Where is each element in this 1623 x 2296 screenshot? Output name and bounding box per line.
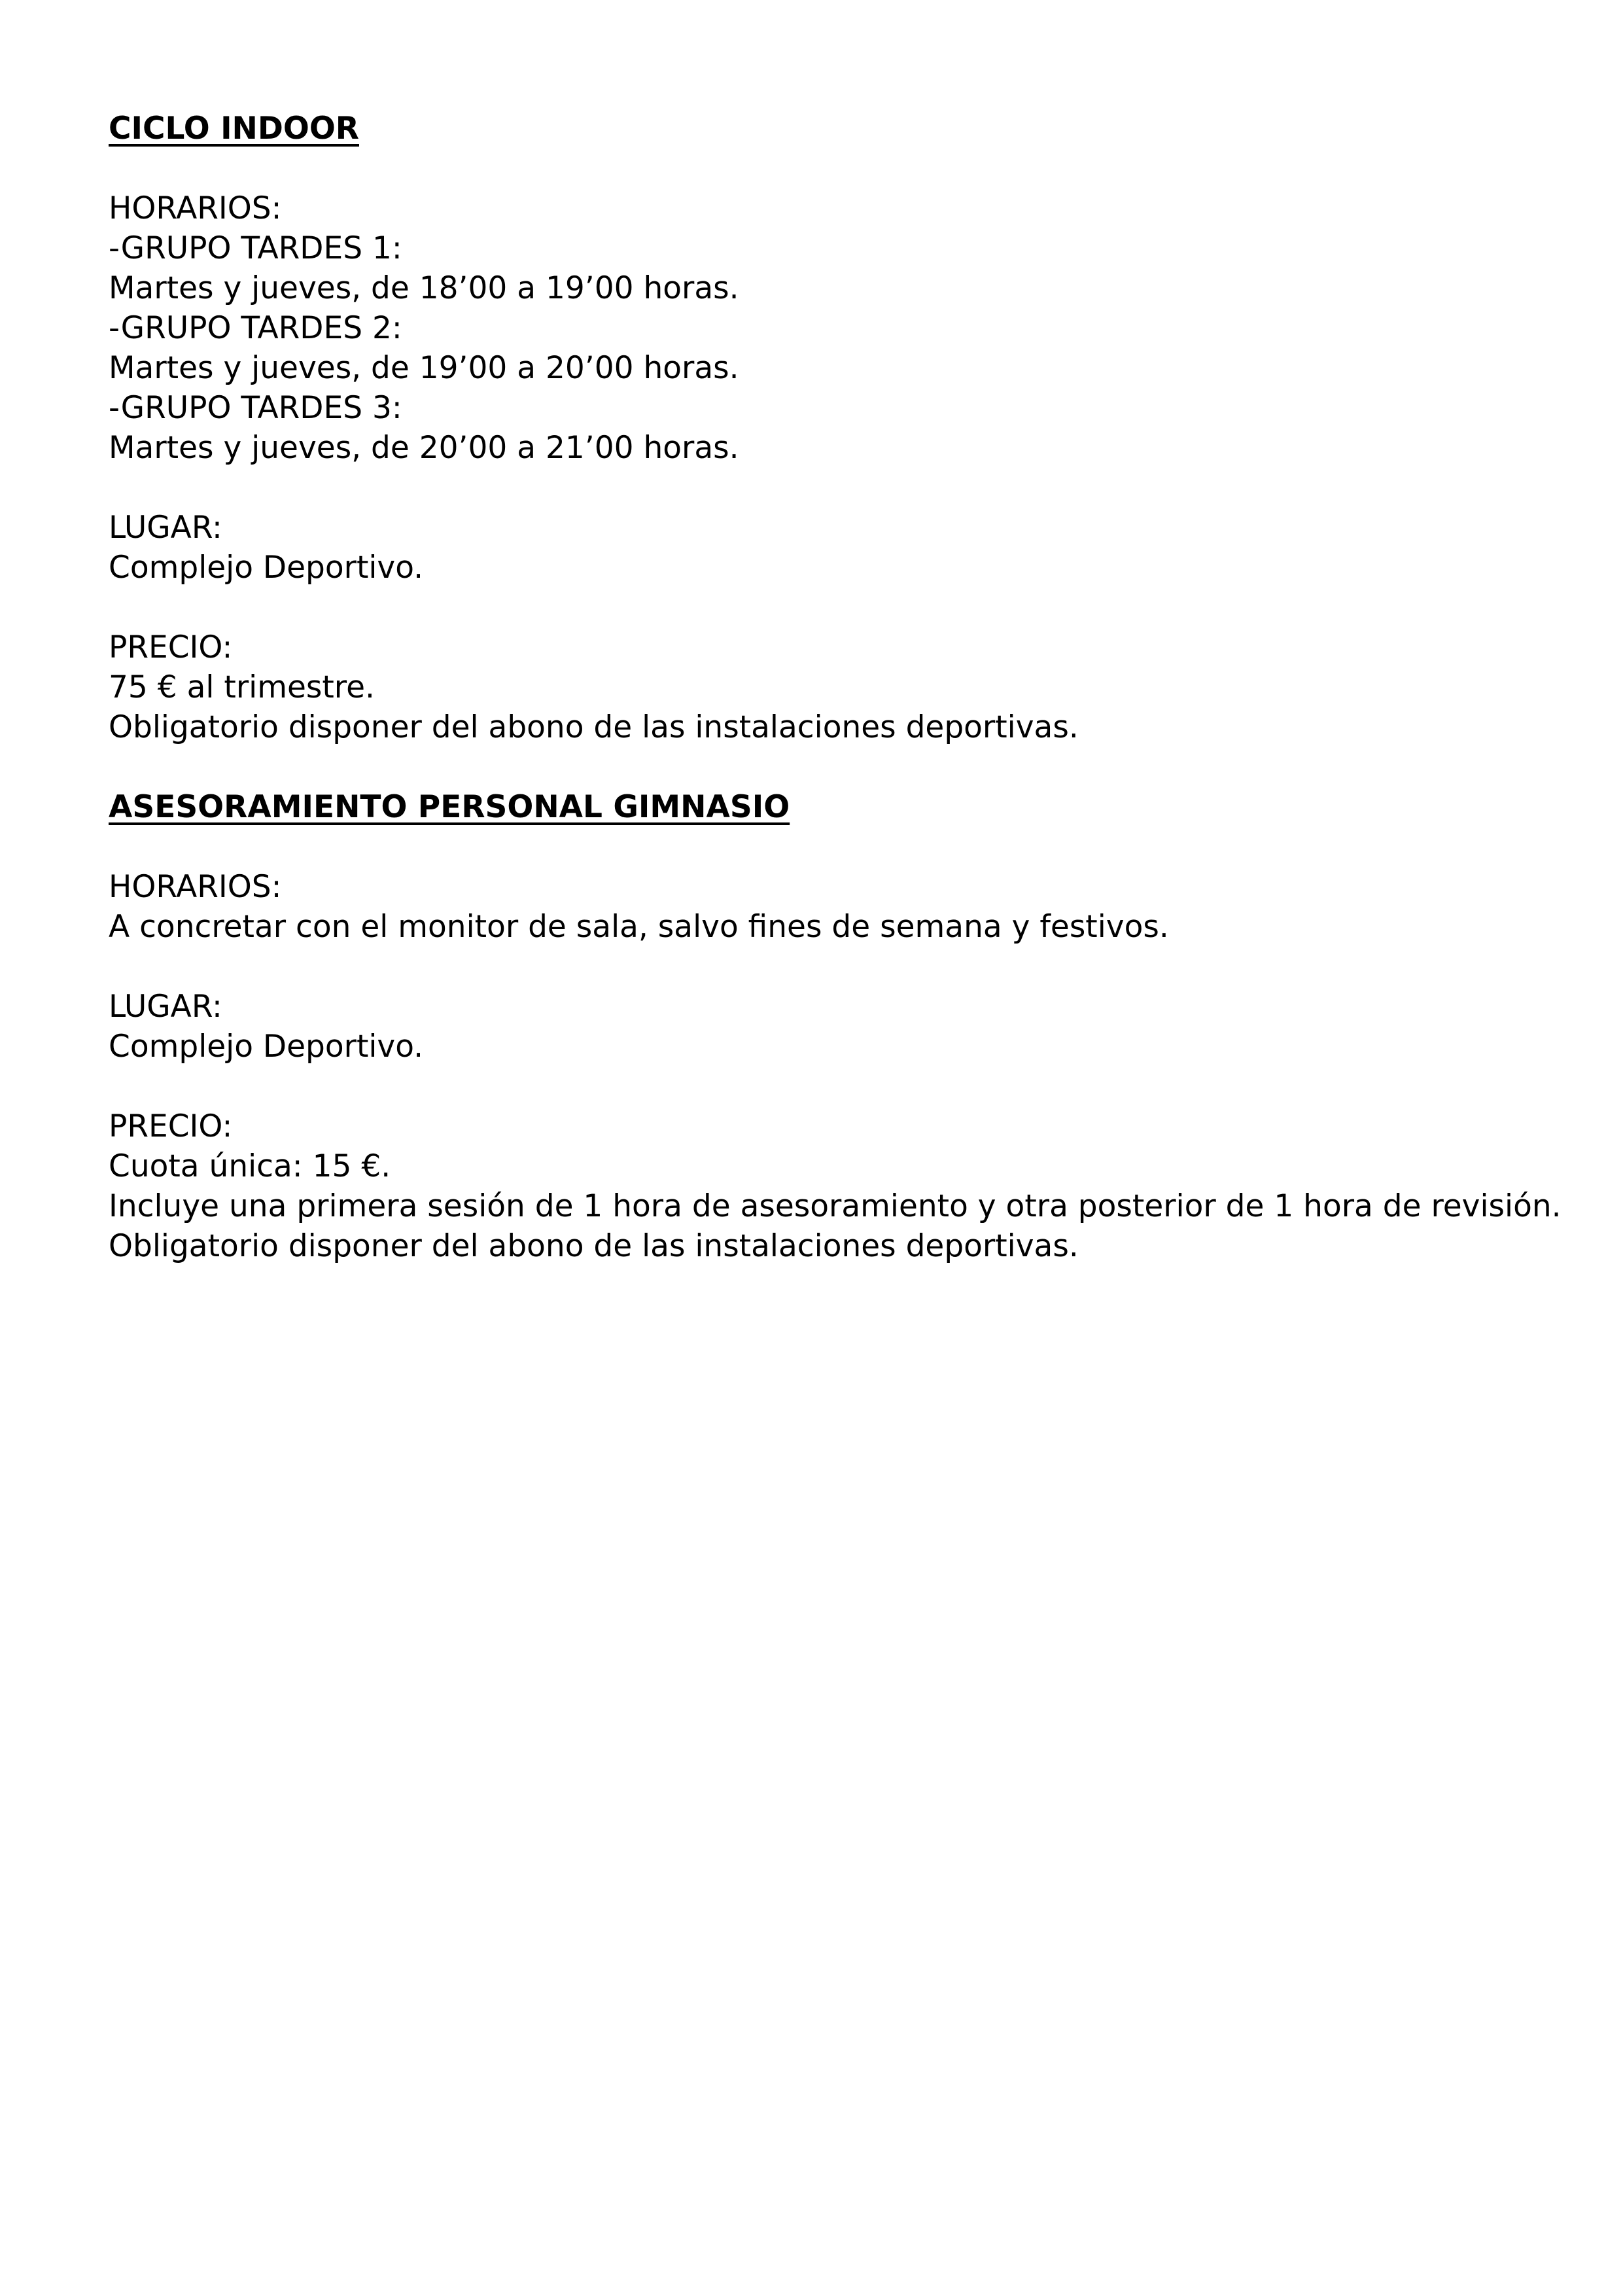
lugar-label: LUGAR: [109, 989, 222, 1025]
precio-line: 75 € al trimestre. [109, 669, 375, 705]
horario-line: Martes y jueves, de 18’00 a 19’00 horas. [109, 270, 739, 306]
spacer [109, 747, 1515, 787]
spacer [109, 1067, 1515, 1106]
precio-line: Obligatorio disponer del abono de las instalaciones deportivas. [109, 1228, 1079, 1264]
spacer [109, 947, 1515, 987]
spacer [109, 468, 1515, 508]
precio-line: Cuota única: 15 €. [109, 1148, 391, 1184]
precio-label: PRECIO: [109, 1108, 233, 1144]
section-asesoramiento-personal [109, 787, 1562, 1266]
horario-line: Martes y jueves, de 20’00 a 21’00 horas. [109, 430, 739, 466]
horarios-label: HORARIOS: [109, 869, 282, 905]
lugar-label: LUGAR: [109, 510, 222, 546]
spacer [109, 588, 1515, 627]
spacer [109, 149, 1515, 188]
horario-line: -GRUPO TARDES 2: [109, 310, 402, 346]
precio-line: Incluye una primera sesión de 1 hora de asesoramiento y otra posterior de 1 hora de revisión. [109, 1188, 1562, 1224]
precio-label: PRECIO: [109, 629, 233, 665]
section-ciclo-indoor [109, 109, 1515, 747]
lugar-value: Complejo Deportivo. [109, 550, 424, 586]
spacer [109, 827, 1515, 867]
horario-line: Martes y jueves, de 19’00 a 20’00 horas. [109, 350, 739, 386]
section-title: ASESORAMIENTO PERSONAL GIMNASIO [109, 789, 790, 825]
section-title: CICLO INDOOR [109, 111, 359, 147]
horario-line: -GRUPO TARDES 3: [109, 390, 402, 426]
precio-line: Obligatorio disponer del abono de las instalaciones deportivas. [109, 709, 1079, 745]
lugar-value: Complejo Deportivo. [109, 1029, 424, 1065]
document-page [109, 109, 1562, 1266]
horario-line: A concretar con el monitor de sala, salvo fines de semana y festivos. [109, 909, 1169, 945]
horario-line: -GRUPO TARDES 1: [109, 230, 402, 266]
horarios-label: HORARIOS: [109, 190, 282, 226]
